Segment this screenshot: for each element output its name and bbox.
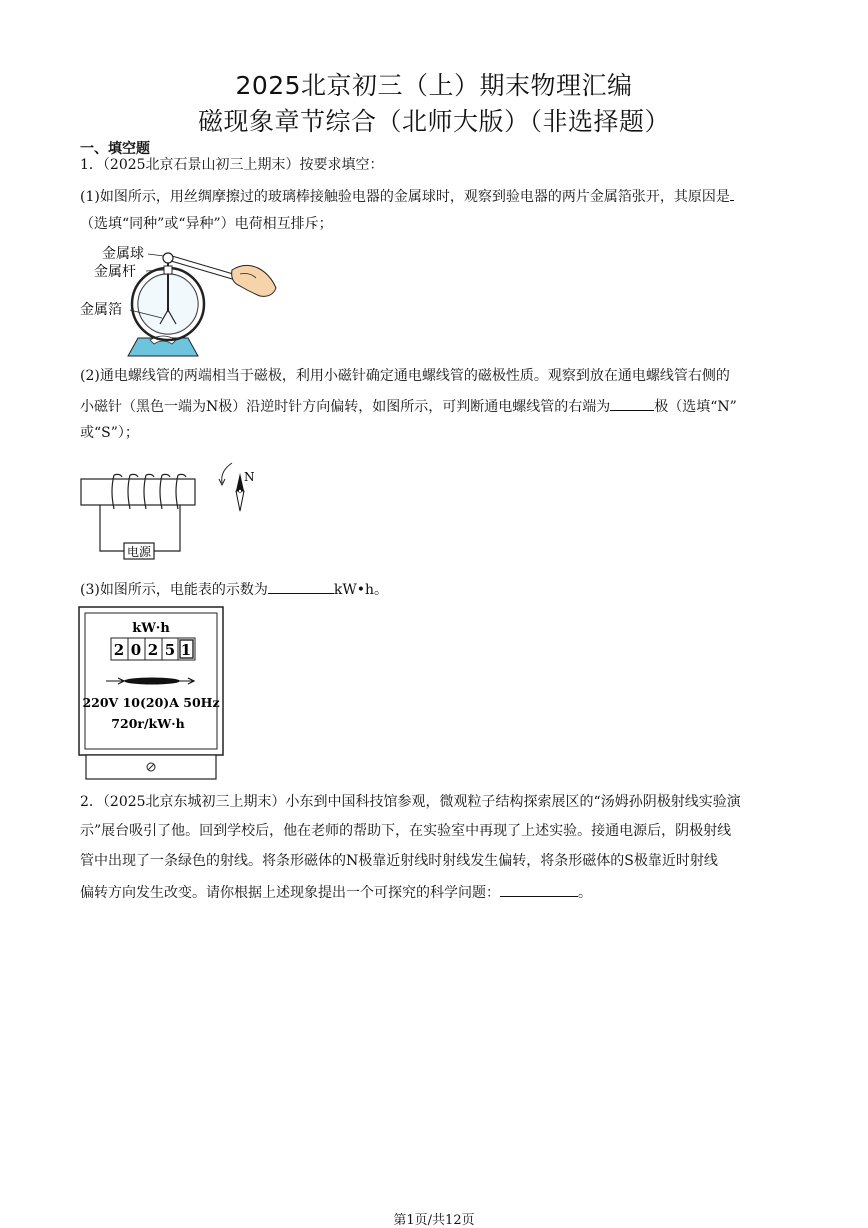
solenoid-figure [80,453,280,565]
label-metal-rod: 金属杆 [94,264,136,280]
meter-unit-label: kW·h [132,621,170,636]
q1-part3-text-a: (3)如图所示，电能表的示数为 [80,582,268,598]
q1-intro: 1．（2025北京石景山初三上期末）按要求填空： [80,157,384,173]
q1-part1-line1 [80,186,734,206]
q1-part3-text-b: kW•h。 [333,582,388,598]
q1-part2-line3: 或“S”）； [80,425,139,441]
document-title-line2: 磁现象章节综合（北师大版）（非选择题） [197,107,670,136]
meter-digit: 2 [147,641,159,659]
meter-digit: 2 [113,641,125,659]
section-heading-fill-blank: 一、填空题 [80,141,150,157]
meter-digit: 0 [130,641,142,659]
document-title-line1: 2025北京初三（上）期末物理汇编 [235,71,633,100]
q2-line4-end: 。 [578,885,592,901]
meter-spec-label: 220V 10(20)A 50Hz [82,695,220,710]
q2-line4-text: 偏转方向发生改变。请你根据上述现象提出一个可探究的科学问题： [80,885,500,901]
page-number-footer: 第1页/共12页 [393,1213,475,1228]
q1-part2-text-a: 小磁针（黑色一端为N极）沿逆时针方向偏转，如图所示，可判断通电螺线管的右端为 [80,399,611,415]
power-source-label: 电源 [127,545,152,559]
q1-part1-line2: （选填“同种”或“异种”）电荷相互排斥； [80,216,333,232]
label-metal-ball: 金属球 [102,246,144,262]
q1-part3-blank[interactable] [268,579,334,594]
q2-line3: 管中出现了一条绿色的射线。将条形磁体的N极靠近射线时射线发生偏转，将条形磁体的S极靠近时射线 [80,853,718,869]
q2-line2: 示”展台吸引了他。回到学校后，他在老师的帮助下，在实验室中再现了上述实验。接通电源后，阴极射线 [80,823,732,839]
q2-line4 [80,882,592,902]
q1-part2-line1: (2)通电螺线管的两端相当于磁极，利用小磁针确定通电螺线管的磁极性质。观察到放在通电螺线管右侧的 [80,368,730,384]
q2-answer-blank[interactable] [500,882,578,897]
q1-part2-line2 [80,396,737,416]
q2-line1: 2．（2025北京东城初三上期末）小东到中国科技馆参观，微观粒子结构探索展区的“汤姆孙阴极射线实验演 [80,794,741,810]
needle-n-label: N [244,470,255,484]
q1-part2-blank[interactable] [610,396,654,411]
q1-part3-line [80,579,388,599]
q1-part2-text-b: 极（选填“N” [654,399,737,415]
q1-part1-text: (1)如图所示，用丝绸摩擦过的玻璃棒接触验电器的金属球时，观察到验电器的两片金属箔张开，其原因是 [80,189,730,205]
meter-digit-decimal: 1 [180,641,192,659]
q1-part1-blank[interactable] [730,186,734,201]
energy-meter-figure [78,606,228,782]
meter-rate-label: 720r/kW·h [111,716,185,731]
meter-digit: 5 [164,641,176,659]
label-metal-foil: 金属箔 [80,302,122,318]
electroscope-figure [80,240,290,358]
